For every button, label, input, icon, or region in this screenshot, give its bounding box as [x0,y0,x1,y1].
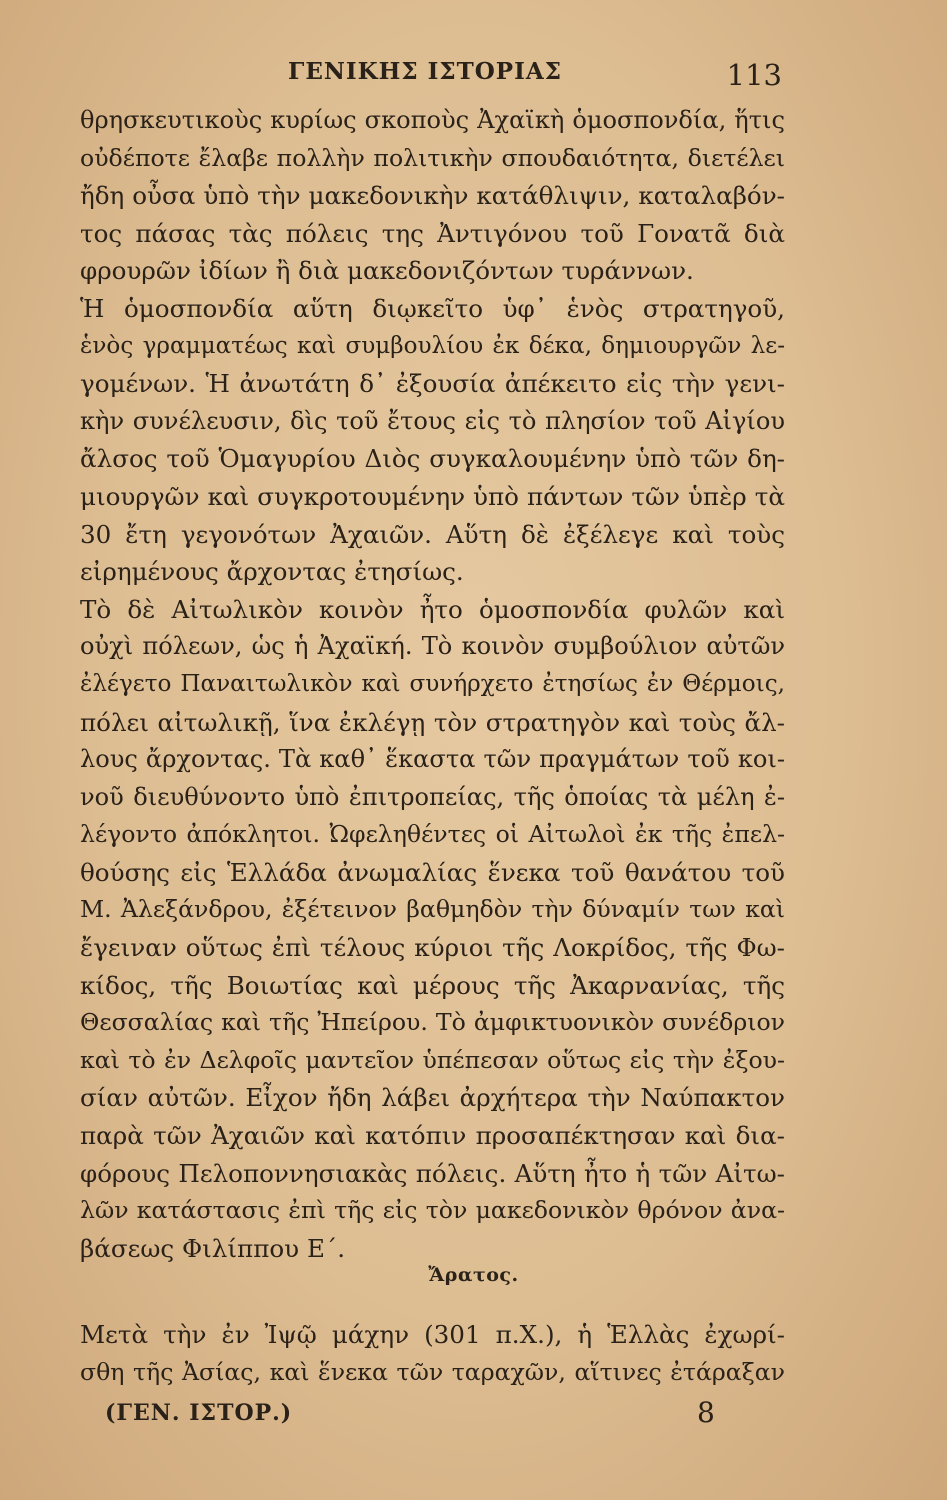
text-line: παρὰ τῶν Ἀχαιῶν καὶ κατόπιν προσαπέκτησαν καὶ δια- [80,1121,785,1151]
text-line: ἄλσος τοῦ Ὁμαγυρίου Διὸς συγκαλουμένην ὑπὸ τῶν δη- [80,444,785,474]
text-line: Ἡ ὁμοσπονδία αὕτη διῳκεῖτο ὑφ᾿ ἑνὸς στρατηγοῦ, [80,293,785,323]
text-line: οὐχὶ πόλεων, ὡς ἡ Ἀχαϊκή. Τὸ κοινὸν συμβούλιον αὐτῶν [80,632,785,661]
page-number: 113 [726,58,782,92]
page-header [0,58,947,98]
section-heading: Ἄρατος. [428,1264,519,1286]
text-line: μιουργῶν καὶ συγκροτουμένην ὑπὸ πάντων τῶν ὑπὲρ τὰ [80,481,785,511]
text-line: καὶ τὸ ἐν Δελφοῖς μαντεῖον ὑπέπεσαν οὕτως εἰς τὴν ἐξου- [80,1045,785,1074]
running-title: ΓΕΝΙΚΗΣ ΙΣΤΟΡΙΑΣ [288,58,562,85]
text-line: βάσεως Φιλίππου Ε΄. [80,1233,346,1263]
text-line: λους ἄρχοντας. Τὰ καθ᾿ ἕκαστα τῶν πραγμάτων τοῦ κοι- [80,745,785,774]
text-line: ἑνὸς γραμματέως καὶ συμβουλίου ἐκ δέκα, δημιουργῶν λε- [80,332,785,359]
text-line: ἔγειναν οὕτως ἐπὶ τέλους κύριοι τῆς Λοκρίδος, τῆς Φω- [80,933,785,963]
text-line: σίαν αὐτῶν. Εἶχον ἤδη λάβει ἀρχήτερα τὴν Ναύπακτον [80,1083,785,1113]
text-line: λέγοντο ἀπόκλητοι. Ὠφεληθέντες οἱ Αἰτωλοὶ ἐκ τῆς ἐπελ- [80,820,785,849]
text-line: φόρους Πελοποννησιακὰς πόλεις. Αὕτη ἦτο ἡ τῶν Αἰτω- [80,1158,785,1188]
page-footer [0,1396,947,1440]
text-line: Μ. Ἀλεξάνδρου, ἐξέτεινον βαθμηδὸν τὴν δύναμίν των καὶ [80,895,785,924]
text-line: Τὸ δὲ Αἰτωλικὸν κοινὸν ἦτο ὁμοσπονδία φυλῶν καὶ [80,594,785,624]
text-line: νοῦ διευθύνοντο ὑπὸ ἐπιτροπείας, τῆς ὁποίας τὰ μέλη ἐ- [80,782,785,811]
text-line: θρησκευτικοὺς κυρίως σκοποὺς Ἀχαϊκὴ ὁμοσπονδία, ἥτις [80,106,785,134]
text-line: 30 ἔτη γεγονότων Ἀχαιῶν. Αὕτη δὲ ἐξέλεγε καὶ τοὺς [80,519,785,549]
signature-number: 8 [697,1396,715,1429]
text-line: γομένων. Ἡ ἀνωτάτη δ᾿ ἐξουσία ἀπέκειτο εἰς τὴν γενι- [80,369,785,399]
text-line: κὴν συνέλευσιν, δὶς τοῦ ἔτους εἰς τὸ πλησίον τοῦ Αἰγίου [80,406,785,435]
text-line: κίδος, τῆς Βοιωτίας καὶ μέρους τῆς Ἀκαρνανίας, τῆς [80,970,785,1000]
signature-mark: (ΓΕΝ. ΙΣΤΟΡ.) [105,1400,293,1426]
text-line: πόλει αἰτωλικῇ, ἵνα ἐκλέγῃ τὸν στρατηγὸν καὶ τοὺς ἄλ- [80,707,785,737]
text-line: σθη τῆς Ἀσίας, καὶ ἕνεκα τῶν ταραχῶν, αἵτινες ἐτάραξαν [80,1357,785,1386]
text-line: ἐλέγετο Παναιτωλικὸν καὶ συνήρχετο ἐτησίως ἐν Θέρμοις, [80,670,785,697]
text-line: Θεσσαλίας καὶ τῆς Ἠπείρου. Τὸ ἀμφικτυονικὸν συνέδριον [80,1008,785,1037]
text-line: οὐδέποτε ἔλαβε πολλὴν πολιτικὴν σπουδαιότητα, διετέλει [80,143,785,172]
text-line: τος πάσας τὰς πόλεις της Ἀντιγόνου τοῦ Γονατᾶ διὰ [80,218,785,248]
body-text [80,102,785,1267]
text-line: θούσης εἰς Ἑλλάδα ἀνωμαλίας ἕνεκα τοῦ θανάτου τοῦ [80,857,785,887]
text-line: Μετὰ τὴν ἐν Ἰψῷ μάχην (301 π.Χ.), ἡ Ἑλλὰς ἐχωρί- [80,1320,785,1349]
text-line: φρουρῶν ἰδίων ἢ διὰ μακεδονιζόντων τυράννων. [80,256,694,286]
text-line: ἤδη οὖσα ὑπὸ τὴν μακεδονικὴν κατάθλιψιν, καταλαβόν- [80,181,785,211]
section-text [80,1316,785,1391]
text-line: εἰρημένους ἄρχοντας ἐτησίως. [80,557,464,587]
text-line: λῶν κατάστασις ἐπὶ τῆς εἰς τὸν μακεδονικὸν θρόνον ἀνα- [80,1196,785,1225]
